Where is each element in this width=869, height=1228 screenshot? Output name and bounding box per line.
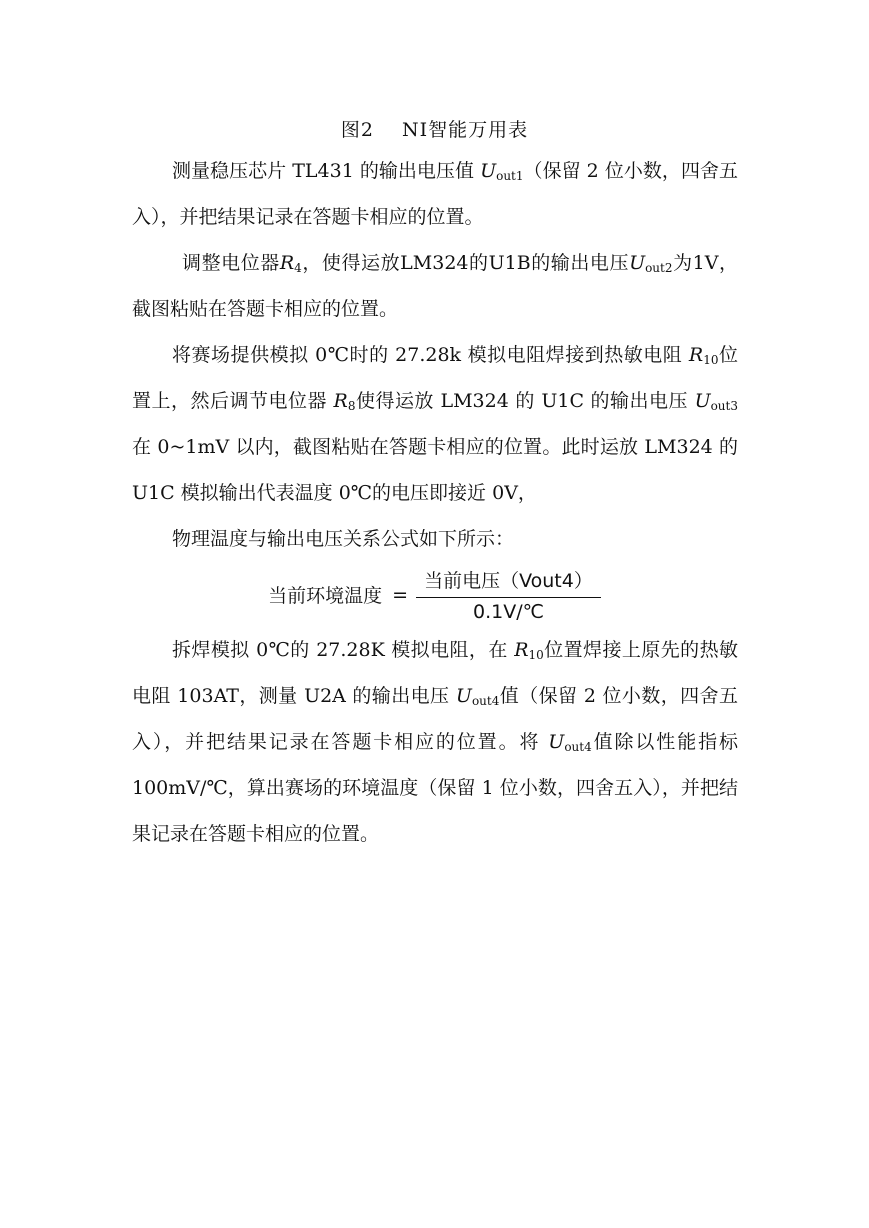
paragraph-measure-tl431 (132, 148, 738, 240)
formula-lhs: 当前环境温度 (268, 585, 383, 607)
subscript: out3 (710, 399, 738, 413)
subscript: out4 (564, 740, 592, 754)
text-segment: 在 0~1mV 以内，截图粘贴在答题卡相应的位置。此时运放 LM324 的 U1C 模拟输出代表温度 0℃的电压即接近 0V， (132, 436, 738, 504)
text-segment: 使得运放 LM324 的 U1C 的输出电压 (355, 390, 695, 412)
subscript: out1 (496, 169, 524, 183)
paragraph-adjust-r4 (132, 240, 738, 332)
subscript: out4 (471, 694, 500, 708)
paragraph-solder-resistor (132, 332, 738, 516)
formula-fraction (416, 566, 601, 623)
subscript: out2 (645, 261, 673, 275)
text-segment: 值（保留 2 位小数，四舍五入），并把结果记录在答题卡相应的位置。将 (132, 685, 738, 753)
variable-u: U (455, 685, 472, 707)
text-segment: 位置上，然后调节电位器 (132, 344, 738, 412)
subscript: 8 (347, 399, 356, 413)
paragraph-ambient-temperature (132, 627, 738, 857)
variable-r: R (514, 639, 529, 661)
subscript: 10 (528, 648, 544, 662)
variable-r: R (279, 252, 295, 274)
text-segment: ，使得运放LM324的U1B的输出电压 (301, 252, 630, 274)
text-segment: （保留 2 位小数，四舍五入），并把结果记录在答题卡相应的位置。 (132, 160, 738, 228)
text-segment: 测量稳压芯片 TL431 的输出电压值 (172, 160, 481, 182)
variable-u: U (548, 731, 565, 753)
subscript: 10 (703, 353, 719, 367)
paragraph-formula-intro (132, 516, 738, 562)
text-segment: 为1V，截图粘贴在答题卡相应的位置。 (132, 252, 738, 320)
temperature-formula (0, 566, 869, 623)
figure-title: NI智能万用表 (401, 119, 529, 141)
figure-caption (0, 115, 869, 142)
formula-denominator: 0.1V/℃ (472, 601, 544, 623)
subscript: 4 (294, 261, 302, 275)
formula-equals: = (392, 583, 409, 606)
text-segment: 物理温度与输出电压关系公式如下所示： (172, 528, 515, 550)
variable-r: R (333, 390, 348, 412)
text-segment: 调整电位器 (182, 252, 280, 274)
variable-u: U (480, 160, 497, 182)
figure-number: 图2 (340, 119, 374, 141)
variable-u: U (629, 252, 646, 274)
variable-u: U (694, 390, 711, 412)
variable-r: R (688, 344, 704, 366)
text-segment: 拆焊模拟 0℃的 27.28K 模拟电阻，在 (172, 639, 515, 661)
text-segment: 将赛场提供模拟 0℃时的 27.28k 模拟电阻焊接到热敏电阻 (172, 344, 689, 366)
text-segment: 值除以性能指标 100mV/℃，算出赛场的环境温度（保留 1 位小数，四舍五入），并把结果记录在答题卡相应的位置。 (132, 731, 738, 845)
text-segment: 位置焊接上原先的热敏电阻 103AT，测量 U2A 的输出电压 (132, 639, 738, 707)
formula-numerator: 当前电压（Vout4） (416, 566, 601, 598)
